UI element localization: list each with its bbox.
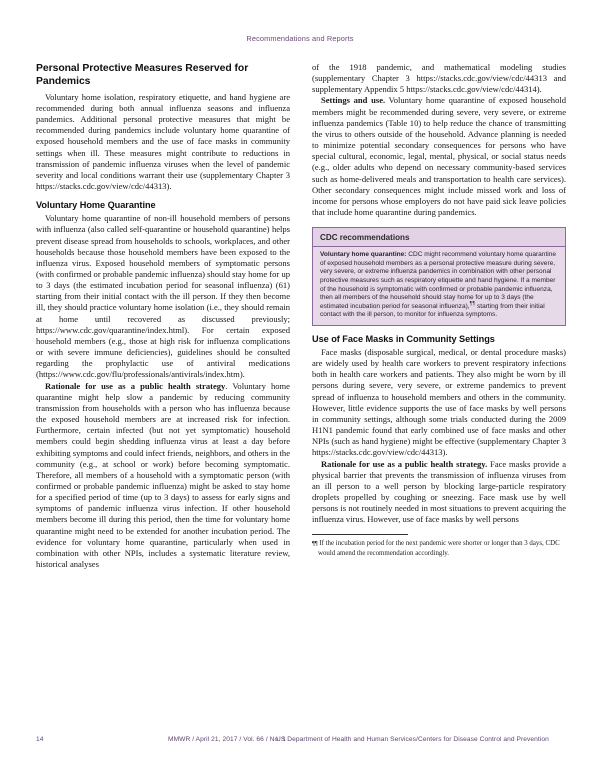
footnote-marker-icon: ¶¶ <box>312 540 318 548</box>
section-title-personal-protective-measures: Personal Protective Measures Reserved for Pandemics <box>36 63 249 88</box>
paragraph-lead-rationale: Rationale for use as a public health strategy <box>45 380 226 391</box>
cdc-recommendations-box <box>312 227 566 326</box>
subsection-title-voluntary-home-quarantine: Voluntary Home Quarantine <box>36 200 156 211</box>
cdc-box-text-part1: CDC might recommend voluntary home quarantine of exposed household members as a personal protective measure during severe, very severe, or extreme influenza pandemics in combination with other personal protective measures such as respiratory etiquette and hand hygiene. If a member of the household is symptomatic with confirmed or probable pandemic influenza, then all members of the household should stay home for up to 3 days (the estimated incubation period for seasonal influenza), <box>320 251 557 310</box>
left-column <box>36 62 290 722</box>
running-head: Recommendations and Reports <box>246 34 354 43</box>
paragraph-rationale-face-masks-text: Face masks provide a physical barrier that prevents the transmission of influenza viruses from an ill person to a well person by blocking large-particle respiratory droplets propelled by coughing or sneezing. Face mask use by well persons is not routinely needed in most situations to prevent acquiring the influenza virus. However, use of face masks by well persons <box>312 458 566 525</box>
cdc-box-text-part2: starting from their initial contact with the ill person, to monitor for influenza symptoms. <box>320 302 545 319</box>
paragraph-settings-and-use <box>312 95 566 218</box>
paragraph-continuation-evidence: of the 1918 pandemic, and mathematical modeling studies (supplementary Chapter 3 https://stacks.cdc.gov/view/cdc/44313 and supplementary Appendix 5 https://stacks.cdc.gov/view/cdc/44314). <box>312 62 566 95</box>
paragraph-face-masks: Face masks (disposable surgical, medical, or dental procedure masks) are widely used by health care workers to prevent respiratory infections both in health care workers and patients. They also might be worn by ill persons during severe, very severe, or extreme pandemics to prevent spread of influenza to household members and others in the community. However, little evidence supports the use of face masks by well persons in community settings, although some trials conducted during the 2009 H1N1 pandemic found that early combined use of face masks and other NPIs (such as hand hygiene) might be effective (supplementary Chapter 3 https://stacks.cdc.gov/view/cdc/44313). <box>312 346 566 458</box>
paragraph-rationale-text: . Voluntary home quarantine might help slow a pandemic by reducing community transmission from households with a person who has influenza because the exposed household members are at increased risk for infection. Furthermore, certain infected (but not yet symptomatic) household members could begin shedding influenza virus at least a day before exhibiting symptoms and could infect friends, neighbors, and others in the community (e.g., at school or work) before becoming symptomatic. Therefore, all members of a household with a symptomatic person (with confirmed or probable pandemic influenza) might be asked to stay home for a specified period of time (up to 3 days) to assess for early signs and symptoms of pandemic influenza virus infection. If other household members become ill during this period, then the time for voluntary home quarantine might need to be extended for another incubation period. The evidence for voluntary home quarantine, particularly when used in combination with other NPIs, includes a systematic literature review, historical analyses <box>36 380 290 570</box>
paragraph-lead-settings-and-use: Settings and use. <box>321 95 386 106</box>
paragraph-rationale-face-masks <box>312 459 566 526</box>
agency-attribution: US Department of Health and Human Services/Centers for Disease Control and Prevention <box>276 736 549 743</box>
paragraph-lead-rationale-face-masks: Rationale for use as a public health strategy. <box>321 458 488 469</box>
paragraph-rationale-quarantine <box>36 381 290 571</box>
cdc-recommendations-box-header: CDC recommendations <box>313 228 565 247</box>
right-column <box>312 62 566 722</box>
paragraph-settings-and-use-text: Voluntary home quarantine of exposed household members might be recommended during severe, very severe, or extreme influenza pandemics (Table 10) to help reduce the chance of transmitting the virus to others outside of the household. Advance planning is needed to minimize potential secondary consequences for persons who have special cultural, economic, legal, mental, physical, or social status needs (e.g., older adults who depend on necessary community-based services such as home-delivered meals and transportation to health care services). Other secondary consequences might include missed work and loss of income for persons whose employers do not have paid sick leave policies that include home quarantine during pandemics. <box>312 95 566 218</box>
two-column-body <box>36 62 566 722</box>
subsection-title-face-masks: Use of Face Masks in Community Settings <box>312 333 495 344</box>
footnote-text: If the incubation period for the next pandemic were shorter or longer than 3 days, CDC would amend the recommendation accordingly. <box>317 540 560 557</box>
footnote <box>312 539 566 557</box>
journal-citation: MMWR / April 21, 2017 / Vol. 66 / No. 1 <box>168 736 286 743</box>
footnote-divider <box>312 534 408 535</box>
paragraph-intro: Voluntary home isolation, respiratory etiquette, and hand hygiene are recommended during both annual influenza seasons and influenza pandemics. Additional personal protective measures that might be recommended during pandemics include voluntary home quarantine of exposed household members and the use of face masks in community settings when ill. These measures might contribute to reductions in transmission of pandemic influenza viruses when the level of pandemic severity and local conditions warrant their use (supplementary Chapter 3 https://stacks.cdc.gov/view/cdc/44313). <box>36 91 290 192</box>
page-number: 14 <box>36 736 44 743</box>
cdc-box-lead: Voluntary home quarantine: <box>320 251 407 259</box>
cdc-recommendations-box-body <box>313 247 565 325</box>
paragraph-voluntary-home-quarantine: Voluntary home quarantine of non-ill household members of persons with influenza (also called self-quarantine or household quarantine) helps prevent disease spread from households to schools, workplaces, and other households because those household members have been exposed to the influenza virus. Exposed household members of symptomatic persons (with confirmed or probable pandemic influenza) should stay home for up to 3 days (the estimated incubation period for seasonal influenza) (61) starting from their initial contact with the ill person. If they then become ill, they should practice voluntary home isolation (i.e., they should remain at home until recovered as discussed previously; https://www.cdc.gov/quarantine/index.html). For certain exposed household members (e.g., those at high risk for influenza complications or with severe immune deficiencies), guidelines should be consulted regarding the prophylactic use of antiviral medications (https://www.cdc.gov/flu/professionals/antivirals/index.htm). <box>36 213 290 380</box>
footnote-marker-icon: ¶¶ <box>469 300 476 307</box>
